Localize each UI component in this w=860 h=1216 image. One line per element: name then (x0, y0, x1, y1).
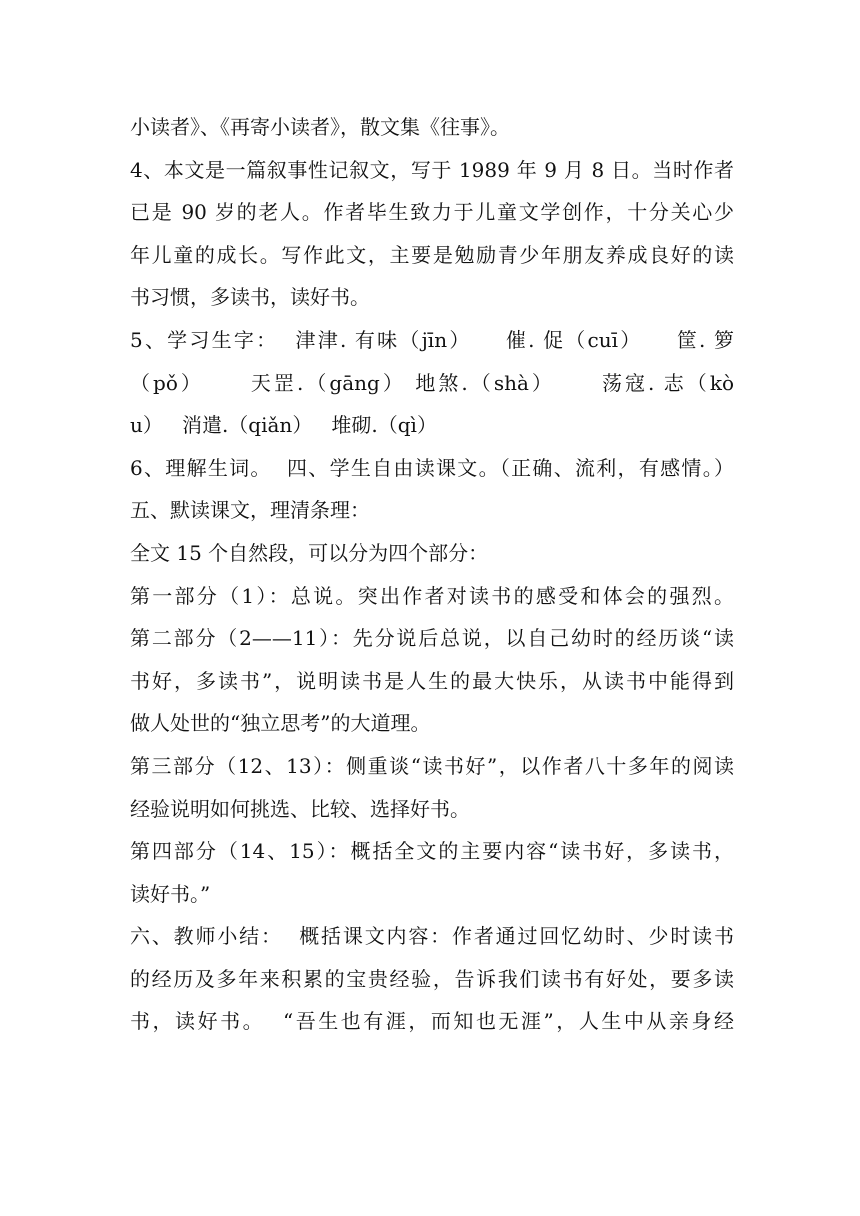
text-line: 5、学习生字： 津津. 有味（jīn） 催. 促（cuī） 筐. 箩 (130, 327, 734, 352)
text-line: 做人处世的“独立思考”的大道理。 (130, 711, 431, 736)
text-line: 全文 15 个自然段，可以分为四个部分： (130, 540, 489, 565)
text-line: 书习惯，多读书，读好书。 (130, 285, 370, 310)
text-line: 4、本文是一篇叙事性记叙文，写于 1989 年 9 月 8 日。当时作者 (130, 157, 734, 182)
text-line: 第四部分（14、15）：概括全文的主要内容“读书好，多读书， (130, 839, 734, 864)
text-line: 第三部分（12、13）：侧重谈“读书好”，以作者八十多年的阅读 (130, 753, 734, 778)
text-line: 第二部分（2——11）：先分说后总说，以自己幼时的经历谈“读 (130, 626, 734, 651)
text-line: 书好，多读书”，说明读书是人生的最大快乐，从读书中能得到 (130, 668, 734, 693)
text-line: u） 消遣.（qiǎn） 堆砌.（qì） (130, 413, 437, 438)
text-line: 经验说明如何挑选、比较、选择好书。 (130, 796, 470, 821)
text-line: 第一部分（1）：总说。突出作者对读书的感受和体会的强烈。 (130, 583, 734, 608)
body-text (130, 106, 734, 1043)
text-line: 6、理解生词。 四、学生自由读课文。（正确、流利，有感情。） (130, 455, 734, 480)
text-line: 书，读好书。 “吾生也有涯，而知也无涯”，人生中从亲身经 (130, 1009, 734, 1034)
text-line: 小读者》、《再寄小读者》，散文集《往事》。 (130, 115, 510, 139)
text-line: 六、教师小结： 概括课文内容：作者通过回忆幼时、少时读书 (130, 924, 734, 949)
text-line: 年儿童的成长。写作此文，主要是勉励青少年朋友养成良好的读 (130, 242, 734, 267)
text-line: 已是 90 岁的老人。作者毕生致力于儿童文学创作，十分关心少 (130, 200, 734, 225)
text-line: 的经历及多年来积累的宝贵经验，告诉我们读书有好处，要多读 (130, 966, 734, 991)
text-line: 读好书。” (130, 881, 211, 906)
text-line: 五、默读课文，理清条理： (130, 498, 370, 523)
text-line: （pǒ） 天罡.（gāng） 地煞.（shà） 荡寇. 志（kò (130, 370, 734, 395)
